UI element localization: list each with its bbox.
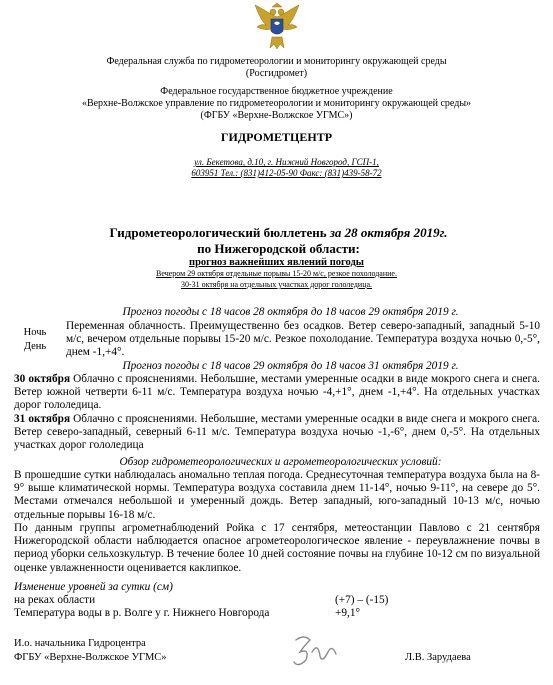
review-para-1: В прошедшие сутки наблюдалась аномально теплая погода. Среднесуточная температура воздуха была на 8-9° выше климатической нормы. Температура воздуха составила днем 11-14°, ночью 9-11°, на севере до 5°. Местами отмечался небольшой и умеренный дождь. Ветер западный, юго-западный 10-13 м/с, ночью отдельные порывы 16-18 м/с. xyxy=(14,469,540,521)
emblem-logo xyxy=(252,3,302,51)
address-line: ул. Бекетова, д.10, г. Нижний Новгород, ГСП-1, xyxy=(194,157,379,167)
forecast1-heading: Прогноз погоды с 18 часов 28 октября до 18 часов 29 октября 2019 г. xyxy=(122,306,459,318)
hazard-heading: прогноз важнейших явлений погоды xyxy=(189,257,364,268)
bulletin-region: по Нижегородской области: xyxy=(197,241,360,256)
signature xyxy=(290,632,342,672)
levels-row-rivers-label: на реках области xyxy=(14,594,96,606)
day1-label: 30 октября xyxy=(14,373,71,385)
hazard-line-2: 30-31 октября на отдельных участках дорог гололедица. xyxy=(180,280,373,289)
center-name: ГИДРОМЕТЦЕНТР xyxy=(220,130,333,144)
agency-abbrev: (Росгидромет) xyxy=(245,68,308,79)
label-day: День xyxy=(23,341,47,352)
day1-text: Облачно с прояснениями. Небольшие, местами умеренные осадки в виде мокрого снега и снега. Ветер южной четверти 6-11 м/с. Температура воздуха ночью -4,+1°, днем -1,+4°. На отдельных участках дорог гололедица. xyxy=(14,373,541,412)
levels-row-rivers-value: (+7) – (-15) xyxy=(335,594,389,606)
org-type: Федеральное государственное бюджетное учреждение xyxy=(160,86,393,97)
contacts-line: 603951 Тел.: (831)412-05-90 Факс: (831)439-58-72 xyxy=(191,168,382,178)
forecast1-text: Переменная облачность. Преимущественно без осадков. Ветер северо-западный, западный 5-10 м/с, вечером отдельные порывы 15-20 м/с. Резкое похолодание. Температура воздуха ночью 0,-5°, днем -1,+4°. xyxy=(66,320,540,359)
day2-label: 31 октября xyxy=(14,413,71,425)
levels-row-water-temp-label: Температура воды в р. Волге у г. Нижнего Новгорода xyxy=(14,607,270,619)
hazard-line-1: Вечером 29 октября отдельные порывы 15-20 м/с, резкое похолодание. xyxy=(156,269,397,278)
org-abbrev: (ФГБУ «Верхне-Волжское УГМС») xyxy=(200,110,353,121)
bulletin-title-prefix: Гидрометеорологический бюллетень xyxy=(109,225,330,240)
signer-name: Л.В. Зарудаева xyxy=(405,652,471,663)
forecast2-heading: Прогноз погоды с 18 часов 29 октября до 18 часов 31 октября 2019 г. xyxy=(122,360,459,372)
levels-heading: Изменение уровней за сутки (см) xyxy=(14,581,173,593)
review-heading: Обзор гидрометеорологических и агрометеорологических условий: xyxy=(119,456,442,468)
forecast1-period-labels xyxy=(10,326,60,354)
agency-name: Федеральная служба по гидрометеорологии и мониторингу окружающей среды xyxy=(106,56,447,67)
bulletin-title xyxy=(2,225,553,240)
signer-position-1: И.о. начальника Гидроцентра xyxy=(14,638,146,649)
org-name: «Верхне-Волжское управление по гидрометеорологии и мониторингу окружающей среды» xyxy=(81,98,472,109)
bulletin-title-date: за 28 октября 2019г. xyxy=(329,225,448,240)
review-para-2: По данным группы агрометнаблюдений Ройка с 17 сентября, метеостанции Павлово с 21 сентября Нижегородской области наблюдается опасное агрометеорологическое явление - переувлажнение почвы в период уборки сельхозкультур. В течение более 10 дней состояние почвы на глубине 10-12 см по визуальной оценке увлажненности оценивается каклипкое. xyxy=(14,522,540,574)
signer-position-2: ФГБУ «Верхне-Волжское УГМС» xyxy=(14,652,167,663)
label-night: Ночь xyxy=(23,327,47,338)
day2-text: Облачно с прояснениями. Небольшие, местами умеренные осадки в виде снега и мокрого снега. Ветер северо-западный, северный 6-11 м/с. Температура воздуха ночью -1,-6°, днем 0,-5°. На отдельных участках дорог гололедица xyxy=(14,413,541,452)
forecast2-day2 xyxy=(14,413,540,453)
levels-row-water-temp-value: +9,1° xyxy=(335,607,361,619)
forecast2-day1 xyxy=(14,373,540,413)
